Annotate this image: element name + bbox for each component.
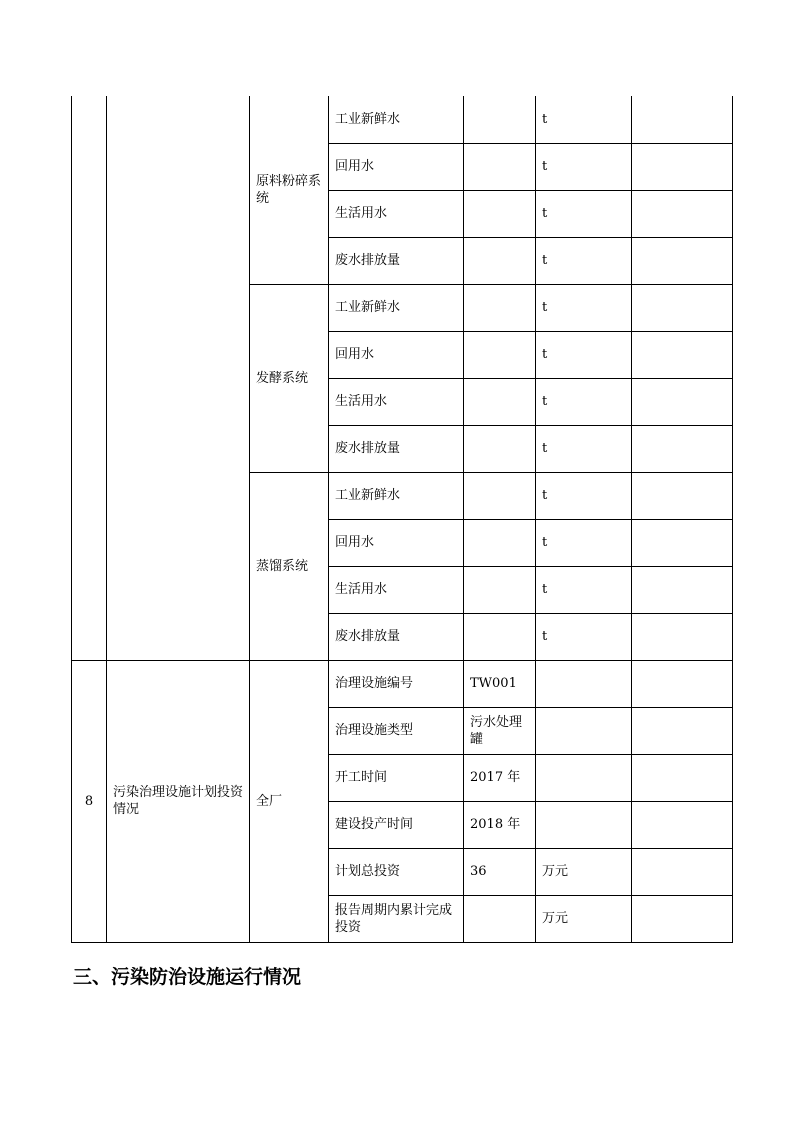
item-cell: 生活用水 [329, 190, 464, 237]
item-cell: 生活用水 [329, 566, 464, 613]
category-cell: 污染治理设施计划投资情况 [107, 660, 250, 942]
remark-cell [632, 331, 733, 378]
value-cell [464, 425, 536, 472]
unit-cell: t [536, 96, 632, 143]
unit-cell: t [536, 613, 632, 660]
unit-cell [536, 801, 632, 848]
value-cell [464, 566, 536, 613]
item-cell: 计划总投资 [329, 848, 464, 895]
value-cell [464, 378, 536, 425]
item-cell: 建设投产时间 [329, 801, 464, 848]
item-cell: 治理设施类型 [329, 707, 464, 754]
remark-cell [632, 237, 733, 284]
section-heading: 三、污染防治设施运行情况 [73, 966, 302, 988]
value-cell [464, 190, 536, 237]
remark-cell [632, 143, 733, 190]
table-row [72, 96, 733, 143]
item-cell: 废水排放量 [329, 613, 464, 660]
item-cell: 治理设施编号 [329, 660, 464, 707]
item-cell: 报告周期内累计完成投资 [329, 895, 464, 942]
item-cell: 工业新鲜水 [329, 96, 464, 143]
remark-cell [632, 660, 733, 707]
unit-cell: t [536, 190, 632, 237]
unit-cell [536, 754, 632, 801]
value-cell [464, 331, 536, 378]
item-cell: 开工时间 [329, 754, 464, 801]
category-cell [107, 96, 250, 660]
remark-cell [632, 96, 733, 143]
value-cell [464, 237, 536, 284]
value-cell [464, 613, 536, 660]
unit-cell: t [536, 425, 632, 472]
remark-cell [632, 425, 733, 472]
remark-cell [632, 754, 733, 801]
row-number-cell: 8 [72, 660, 107, 942]
value-cell [464, 96, 536, 143]
value-cell [464, 143, 536, 190]
value-cell: 污水处理罐 [464, 707, 536, 754]
unit-cell: t [536, 284, 632, 331]
item-cell: 回用水 [329, 331, 464, 378]
remark-cell [632, 848, 733, 895]
remark-cell [632, 190, 733, 237]
value-cell: 2018 年 [464, 801, 536, 848]
value-cell: 36 [464, 848, 536, 895]
unit-cell: t [536, 143, 632, 190]
system-name-cell: 原料粉碎系统 [250, 96, 329, 284]
table-row [72, 660, 733, 707]
system-name-cell: 发酵系统 [250, 284, 329, 472]
remark-cell [632, 566, 733, 613]
unit-cell: t [536, 237, 632, 284]
item-cell: 工业新鲜水 [329, 284, 464, 331]
remark-cell [632, 472, 733, 519]
item-cell: 工业新鲜水 [329, 472, 464, 519]
remark-cell [632, 378, 733, 425]
unit-cell: t [536, 566, 632, 613]
pollution-info-table [71, 96, 733, 943]
system-name-cell: 蒸馏系统 [250, 472, 329, 660]
remark-cell [632, 707, 733, 754]
value-cell: TW001 [464, 660, 536, 707]
item-cell: 回用水 [329, 143, 464, 190]
unit-cell [536, 707, 632, 754]
remark-cell [632, 284, 733, 331]
unit-cell: t [536, 519, 632, 566]
unit-cell: t [536, 331, 632, 378]
unit-cell: 万元 [536, 895, 632, 942]
value-cell [464, 519, 536, 566]
item-cell: 回用水 [329, 519, 464, 566]
unit-cell: 万元 [536, 848, 632, 895]
item-cell: 生活用水 [329, 378, 464, 425]
item-cell: 废水排放量 [329, 237, 464, 284]
remark-cell [632, 613, 733, 660]
remark-cell [632, 801, 733, 848]
value-cell [464, 895, 536, 942]
scope-cell: 全厂 [250, 660, 329, 942]
unit-cell [536, 660, 632, 707]
remark-cell [632, 895, 733, 942]
value-cell [464, 284, 536, 331]
remark-cell [632, 519, 733, 566]
row-number-cell [72, 96, 107, 660]
item-cell: 废水排放量 [329, 425, 464, 472]
value-cell [464, 472, 536, 519]
unit-cell: t [536, 378, 632, 425]
value-cell: 2017 年 [464, 754, 536, 801]
unit-cell: t [536, 472, 632, 519]
